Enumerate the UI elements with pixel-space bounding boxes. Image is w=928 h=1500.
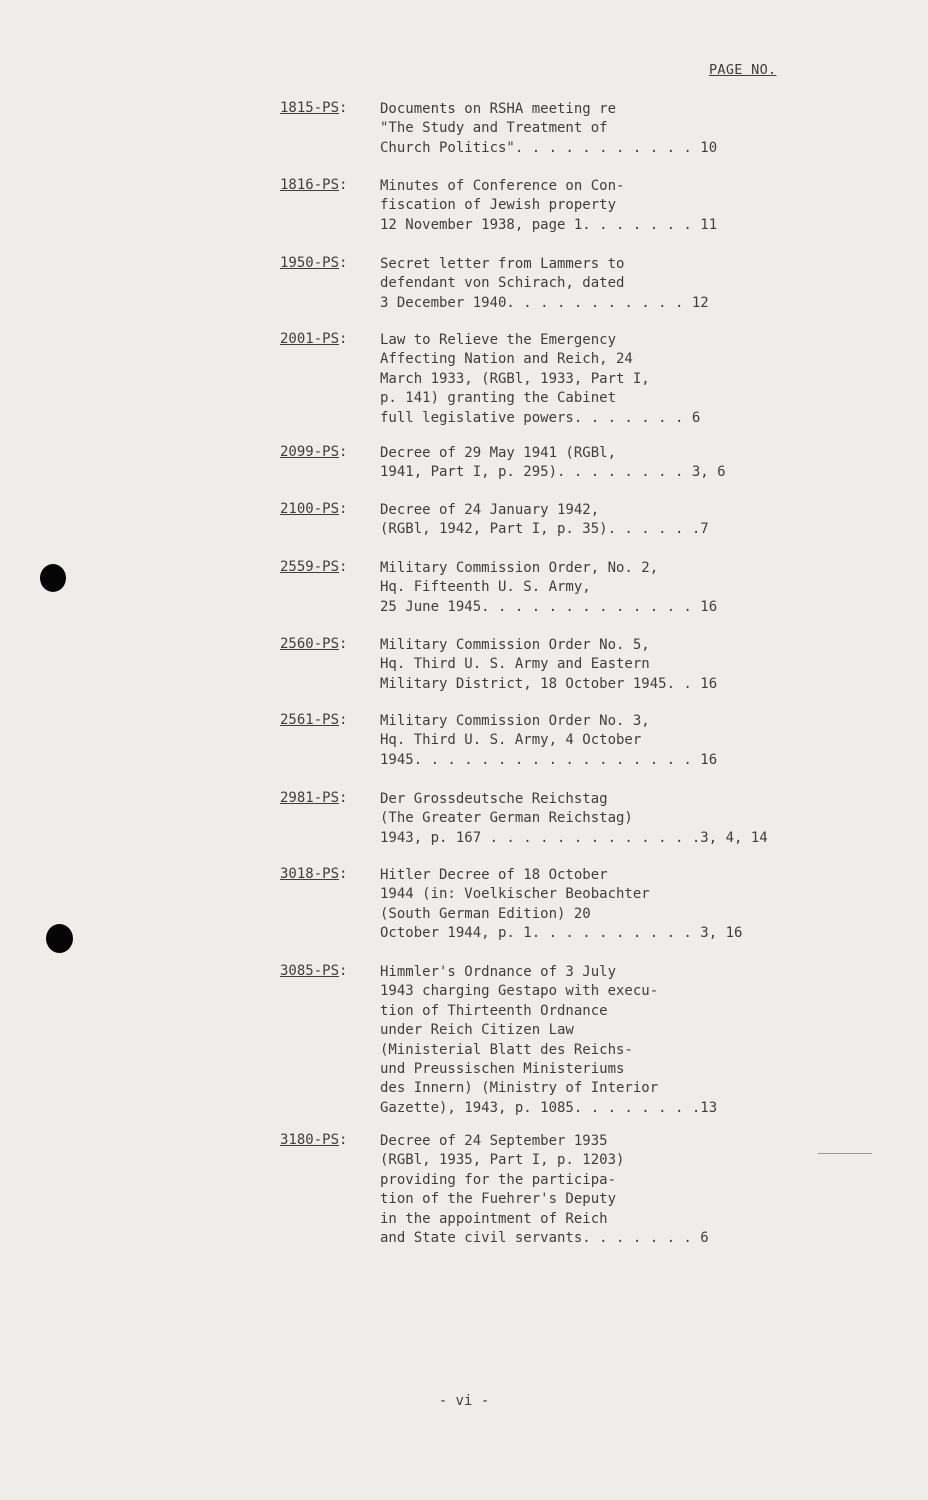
page-number-column-heading: PAGE NO. bbox=[709, 62, 777, 78]
description-line: Gazette), 1943, p. 1085. . . . . . . .13 bbox=[380, 1099, 718, 1116]
description-line: 12 November 1938, page 1. . . . . . . 11 bbox=[380, 216, 718, 233]
description-line: under Reich Citizen Law bbox=[380, 1022, 574, 1039]
description-line: defendant von Schirach, dated bbox=[380, 275, 625, 292]
description-line: tion of Thirteenth Ordnance bbox=[380, 1002, 608, 1019]
exhibit-code: 2559-PS: bbox=[280, 559, 348, 575]
exhibit-description bbox=[380, 636, 717, 694]
page-footer-number: - vi - bbox=[438, 1393, 490, 1409]
description-line: Law to Relieve the Emergency bbox=[380, 332, 617, 348]
scan-mark bbox=[818, 1153, 872, 1154]
description-line: (Ministerial Blatt des Reichs- bbox=[380, 1041, 633, 1058]
description-line: Affecting Nation and Reich, 24 bbox=[380, 351, 633, 368]
description-line: and State civil servants. . . . . . . 6 bbox=[380, 1230, 709, 1247]
description-line: Hq. Third U. S. Army, 4 October bbox=[380, 732, 642, 749]
description-line: Decree of 24 January 1942, bbox=[380, 502, 600, 518]
exhibit-code: 2100-PS: bbox=[280, 501, 348, 517]
exhibit-description bbox=[380, 255, 709, 313]
description-line: Himmler's Ordnance of 3 July bbox=[380, 964, 617, 980]
exhibit-description bbox=[380, 177, 717, 235]
description-line: (South German Edition) 20 bbox=[380, 905, 591, 922]
exhibit-code: 3018-PS: bbox=[280, 866, 348, 882]
exhibit-code: 2099-PS: bbox=[280, 444, 348, 460]
description-line: p. 141) granting the Cabinet bbox=[380, 390, 617, 407]
description-line: und Preussischen Ministeriums bbox=[380, 1061, 625, 1078]
description-line: in the appointment of Reich bbox=[380, 1210, 608, 1227]
exhibit-description bbox=[380, 866, 742, 944]
exhibit-code: 1816-PS: bbox=[280, 177, 348, 193]
description-line: Military Commission Order, No. 2, bbox=[380, 560, 659, 576]
exhibit-description bbox=[380, 331, 700, 428]
description-line: 1944 (in: Voelkischer Beobachter bbox=[380, 886, 650, 903]
description-line: 1945. . . . . . . . . . . . . . . . . 16 bbox=[380, 751, 718, 768]
exhibit-code: 3180-PS: bbox=[280, 1132, 348, 1148]
description-line: 25 June 1945. . . . . . . . . . . . . 16 bbox=[380, 598, 718, 615]
description-line: providing for the participa- bbox=[380, 1171, 617, 1188]
description-line: 1943, p. 167 . . . . . . . . . . . . .3, 4, 14 bbox=[380, 829, 768, 846]
exhibit-description bbox=[380, 712, 717, 770]
punch-hole bbox=[40, 564, 66, 592]
exhibit-code: 1815-PS: bbox=[280, 100, 348, 116]
description-line: full legislative powers. . . . . . . 6 bbox=[380, 409, 701, 426]
description-line: Hitler Decree of 18 October bbox=[380, 867, 608, 883]
exhibit-code: 2560-PS: bbox=[280, 636, 348, 652]
exhibit-code: 2001-PS: bbox=[280, 331, 348, 347]
exhibit-description bbox=[380, 501, 709, 540]
description-line: October 1944, p. 1. . . . . . . . . . 3, 16 bbox=[380, 925, 743, 942]
description-line: fiscation of Jewish property bbox=[380, 197, 617, 214]
exhibit-description bbox=[380, 444, 726, 483]
exhibit-description bbox=[380, 1132, 709, 1248]
exhibit-code: 3085-PS: bbox=[280, 963, 348, 979]
punch-hole bbox=[46, 924, 73, 953]
description-line: Hq. Fifteenth U. S. Army, bbox=[380, 579, 591, 596]
description-line: (The Greater German Reichstag) bbox=[380, 810, 633, 827]
description-line: (RGBl, 1935, Part I, p. 1203) bbox=[380, 1152, 625, 1169]
description-line: Decree of 29 May 1941 (RGBl, bbox=[380, 445, 617, 461]
description-line: 1941, Part I, p. 295). . . . . . . . 3, 6 bbox=[380, 464, 726, 481]
description-line: 1943 charging Gestapo with execu- bbox=[380, 983, 659, 1000]
description-line: Military Commission Order No. 5, bbox=[380, 637, 650, 653]
description-line: Church Politics". . . . . . . . . . . 10 bbox=[380, 139, 718, 156]
description-line: Decree of 24 September 1935 bbox=[380, 1133, 608, 1149]
exhibit-code: 1950-PS: bbox=[280, 255, 348, 271]
exhibit-description bbox=[380, 559, 717, 617]
description-line: "The Study and Treatment of bbox=[380, 120, 608, 137]
exhibit-description bbox=[380, 790, 768, 848]
description-line: Military District, 18 October 1945. . 16 bbox=[380, 675, 718, 692]
description-line: 3 December 1940. . . . . . . . . . . 12 bbox=[380, 294, 709, 311]
description-line: des Innern) (Ministry of Interior bbox=[380, 1080, 659, 1097]
description-line: Der Grossdeutsche Reichstag bbox=[380, 791, 608, 807]
description-line: Minutes of Conference on Con- bbox=[380, 178, 625, 194]
exhibit-description bbox=[380, 963, 717, 1118]
description-line: Documents on RSHA meeting re bbox=[380, 101, 617, 117]
description-line: tion of the Fuehrer's Deputy bbox=[380, 1191, 617, 1208]
exhibit-code: 2981-PS: bbox=[280, 790, 348, 806]
exhibit-code: 2561-PS: bbox=[280, 712, 348, 728]
description-line: Military Commission Order No. 3, bbox=[380, 713, 650, 729]
description-line: Secret letter from Lammers to bbox=[380, 256, 625, 272]
description-line: Hq. Third U. S. Army and Eastern bbox=[380, 656, 650, 673]
description-line: (RGBl, 1942, Part I, p. 35). . . . . .7 bbox=[380, 521, 709, 538]
description-line: March 1933, (RGBl, 1933, Part I, bbox=[380, 370, 650, 387]
exhibit-description bbox=[380, 100, 717, 158]
